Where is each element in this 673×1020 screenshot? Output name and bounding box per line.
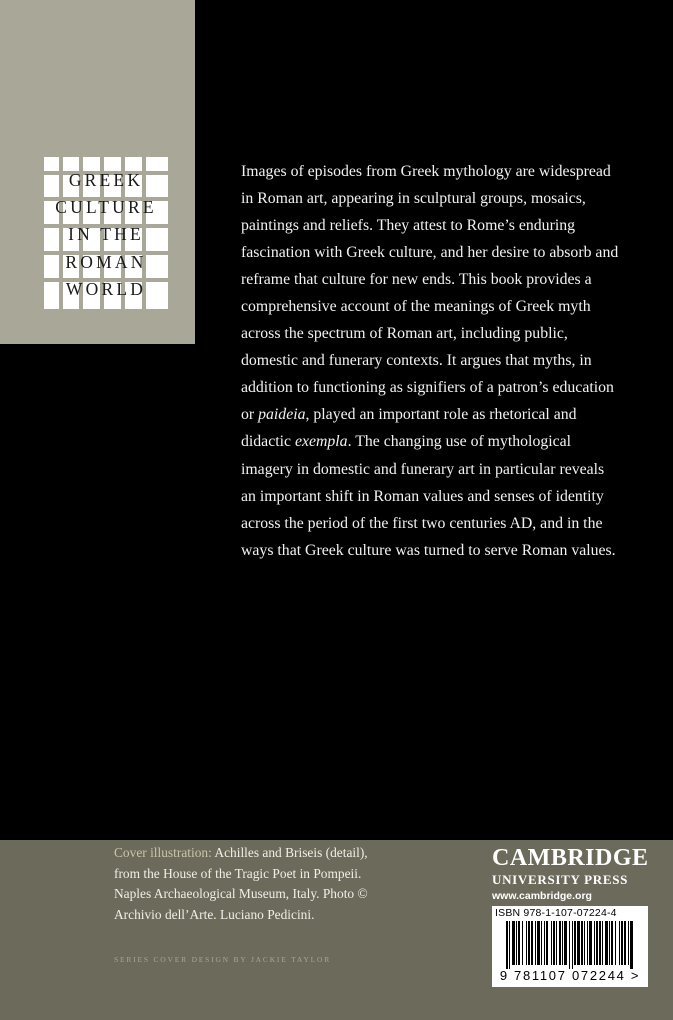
barcode-bar [528,921,530,965]
barcode-bar [516,921,517,965]
isbn-label: ISBN 978-1-107-07224-4 [495,907,617,919]
barcode-bar [577,921,580,965]
barcode-bar [587,921,588,965]
series-title [44,167,168,303]
barcode [492,906,648,987]
description-text: . The changing use of mythological imagery in domestic and funerary art in particular reveals an important shift in Roman values and senses of identity across the period of the first two centuries AD, and in the ways that Greek culture was turned to serve Roman values. [241,433,616,559]
series-title-line: WORLD [65,278,147,299]
barcode-bar [559,921,561,965]
description-text: Images of episodes from Greek mythology are widespread in Roman art, appearing in sculptural groups, mosaics, paintings and reliefs. They attest to Rome’s enduring fascination with Greek culture, and her desire to absorb and reframe that culture for new ends. This book provides a comprehensive account of the meanings of Greek myth across the spectrum of Roman art, including public, domestic and funerary contexts. It argues that myths, in addition to functioning as signifiers of a patron’s education or [241,163,619,424]
barcode-bar [556,921,557,965]
barcode-bar [596,921,598,965]
series-title-line: GREEK [68,170,144,190]
series-panel [0,0,195,344]
barcode-bar [602,921,603,965]
barcode-bar [615,921,616,965]
publisher-url: www.cambridge.org [492,890,592,902]
barcode-digits: 9 781107 072244 > [499,968,641,983]
barcode-bar [572,921,573,969]
barcode-bar [624,921,626,965]
barcode-bar [611,921,613,965]
bottom-band [0,840,673,1020]
barcode-bar [589,921,592,965]
book-description [241,158,623,564]
cover-credit-label: Cover illustration: [114,845,212,860]
barcode-bar [518,921,520,965]
barcode-bar [621,921,623,965]
barcode-bar [564,921,567,965]
barcode-bar [535,921,536,965]
description-paragraph [241,158,623,564]
series-title-line: CULTURE [55,197,157,218]
barcode-bar [506,921,508,969]
barcode-bar [512,921,515,965]
publisher-subtitle: UNIVERSITY PRESS [492,872,629,887]
barcode-bar [537,921,540,965]
barcode-bar [509,921,510,969]
barcode-bar [551,921,552,965]
barcode-bar [522,921,523,965]
barcode-bar [628,921,629,965]
description-text: , played an important role as rhetorical and didactic [241,406,577,451]
barcode-bar [569,921,570,969]
barcode-bar [581,921,583,965]
barcode-bar [605,921,608,965]
barcode-bars [492,921,648,969]
series-title-line: IN THE [68,224,144,245]
series-designer-credit: SERIES COVER DESIGN BY JACKIE TAYLOR [114,955,332,964]
publisher-name: CAMBRIDGE [492,845,649,871]
barcode-bar [584,921,585,965]
description-italic-term: exempla [294,433,348,451]
barcode-bar [630,921,633,969]
barcode-bar [526,921,527,965]
barcode-bar [546,921,548,965]
barcode-bar [562,921,563,965]
cover-credit-text: Achilles and Briseis (detail), from the House of the Tragic Poet in Pompeii. Naples Archaeological Museum, Italy. Photo © Archivio dell’Arte. Luciano Pedicini. [114,845,368,922]
barcode-bar [619,921,620,965]
barcode-bar [544,921,545,965]
barcode-bar [553,921,555,965]
publisher-logo [492,844,662,903]
cover-credit [114,843,394,925]
barcode-bar [599,921,601,965]
barcode-bar [541,921,542,965]
barcode-bar [574,921,576,965]
barcode-bar [609,921,610,965]
series-title-line: ROMAN [65,251,147,272]
description-italic-term: paideia [258,406,306,424]
series-logo [44,157,168,309]
barcode-bar [531,921,533,965]
barcode-bar [594,921,595,965]
